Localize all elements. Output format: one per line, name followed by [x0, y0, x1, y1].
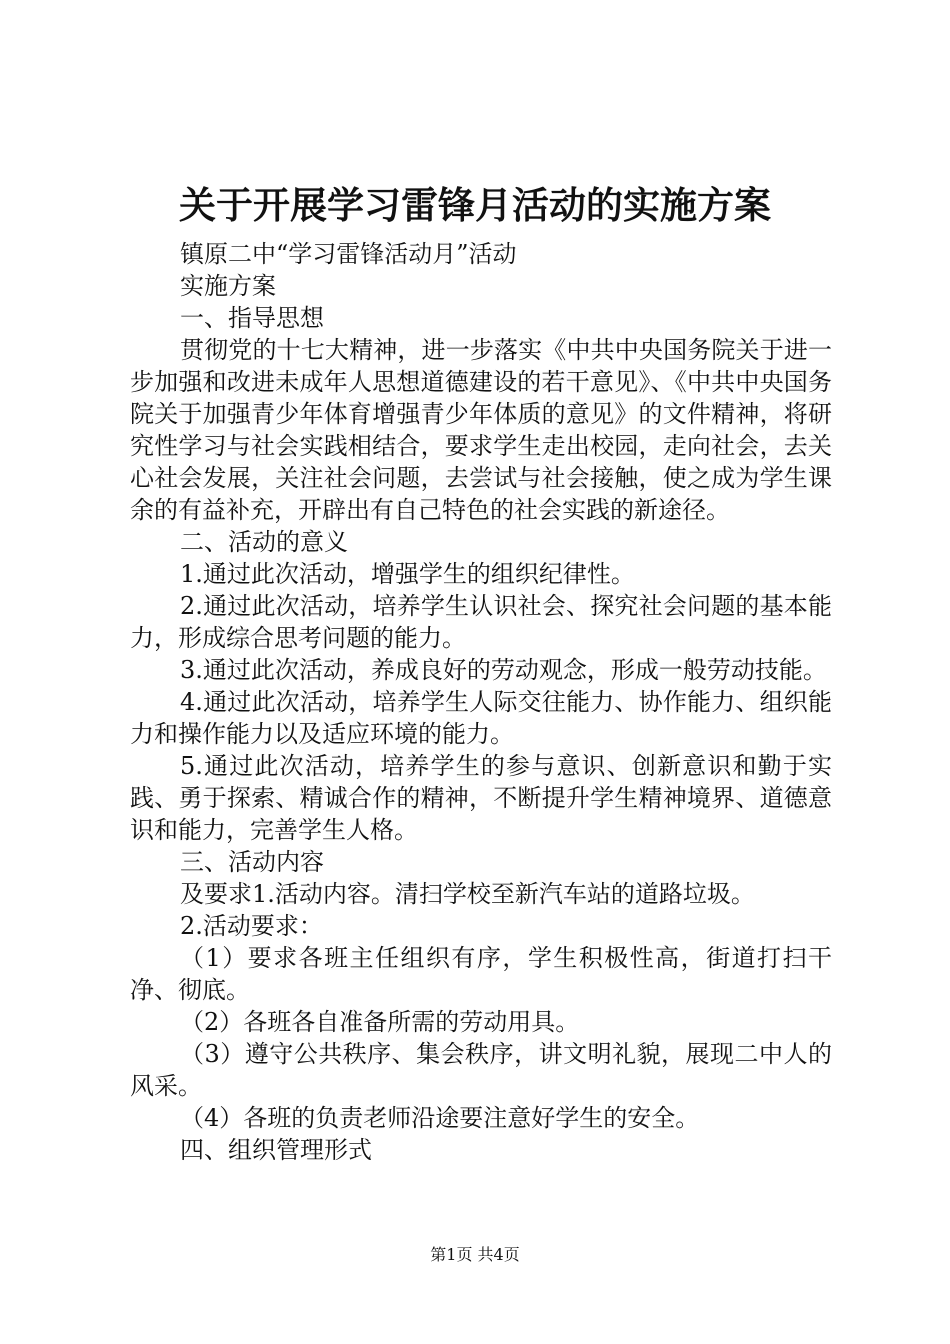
section-heading-management: 四、组织管理形式	[180, 1136, 372, 1164]
list-item-significance-2: 2.通过此次活动，培养学生认识社会、探究社会问题的基本能力，形成综合思考问题的能力。	[130, 592, 832, 652]
list-item-significance-3: 3.通过此次活动，养成良好的劳动观念，形成一般劳动技能。	[180, 656, 827, 684]
list-item-significance-5: 5.通过此次活动，培养学生的参与意识、创新意识和勤于实践、勇于探索、精诚合作的精神，不断提升学生精神境界、道德意识和能力，完善学生人格。	[130, 752, 832, 844]
list-item-requirement-3: （3）遵守公共秩序、集会秩序，讲文明礼貌，展现二中人的风采。	[130, 1040, 832, 1100]
section-heading-guiding-thought: 一、指导思想	[180, 304, 324, 332]
document-title: 关于开展学习雷锋月活动的实施方案	[179, 183, 771, 227]
document-body	[130, 238, 832, 1166]
paragraph-plan-label: 实施方案	[180, 272, 276, 300]
paragraph-requirements-label: 2.活动要求：	[180, 912, 323, 940]
page-footer: 第1页 共4页	[430, 1245, 520, 1264]
list-item-significance-4: 4.通过此次活动，培养学生人际交往能力、协作能力、组织能力和操作能力以及适应环境的能力。	[130, 688, 832, 748]
list-item-requirement-2: （2）各班各自准备所需的劳动用具。	[180, 1008, 580, 1036]
paragraph-content: 及要求1.活动内容。清扫学校至新汽车站的道路垃圾。	[180, 880, 755, 908]
section-heading-content: 三、活动内容	[180, 848, 324, 876]
paragraph-school-activity: 镇原二中“学习雷锋活动月”活动	[180, 240, 517, 268]
list-item-requirement-1: （1）要求各班主任组织有序，学生积极性高，街道打扫干净、彻底。	[130, 944, 832, 1004]
list-item-requirement-4: （4）各班的负责老师沿途要注意好学生的安全。	[180, 1104, 700, 1132]
paragraph-guiding-thought: 贯彻党的十七大精神，进一步落实《中共中央国务院关于进一步加强和改进未成年人思想道德建设的若干意见》、《中共中央国务院关于加强青少年体育增强青少年体质的意见》的文件精神，将研究性学习与社会实践相结合，要求学生走出校园，走向社会，去关心社会发展，关注社会问题，去尝试与社会接触，使之成为学生课余的有益补充，开辟出有自己特色的社会实践的新途径。	[130, 336, 832, 524]
list-item-significance-1: 1.通过此次活动，增强学生的组织纪律性。	[180, 560, 635, 588]
section-heading-significance: 二、活动的意义	[180, 528, 348, 556]
